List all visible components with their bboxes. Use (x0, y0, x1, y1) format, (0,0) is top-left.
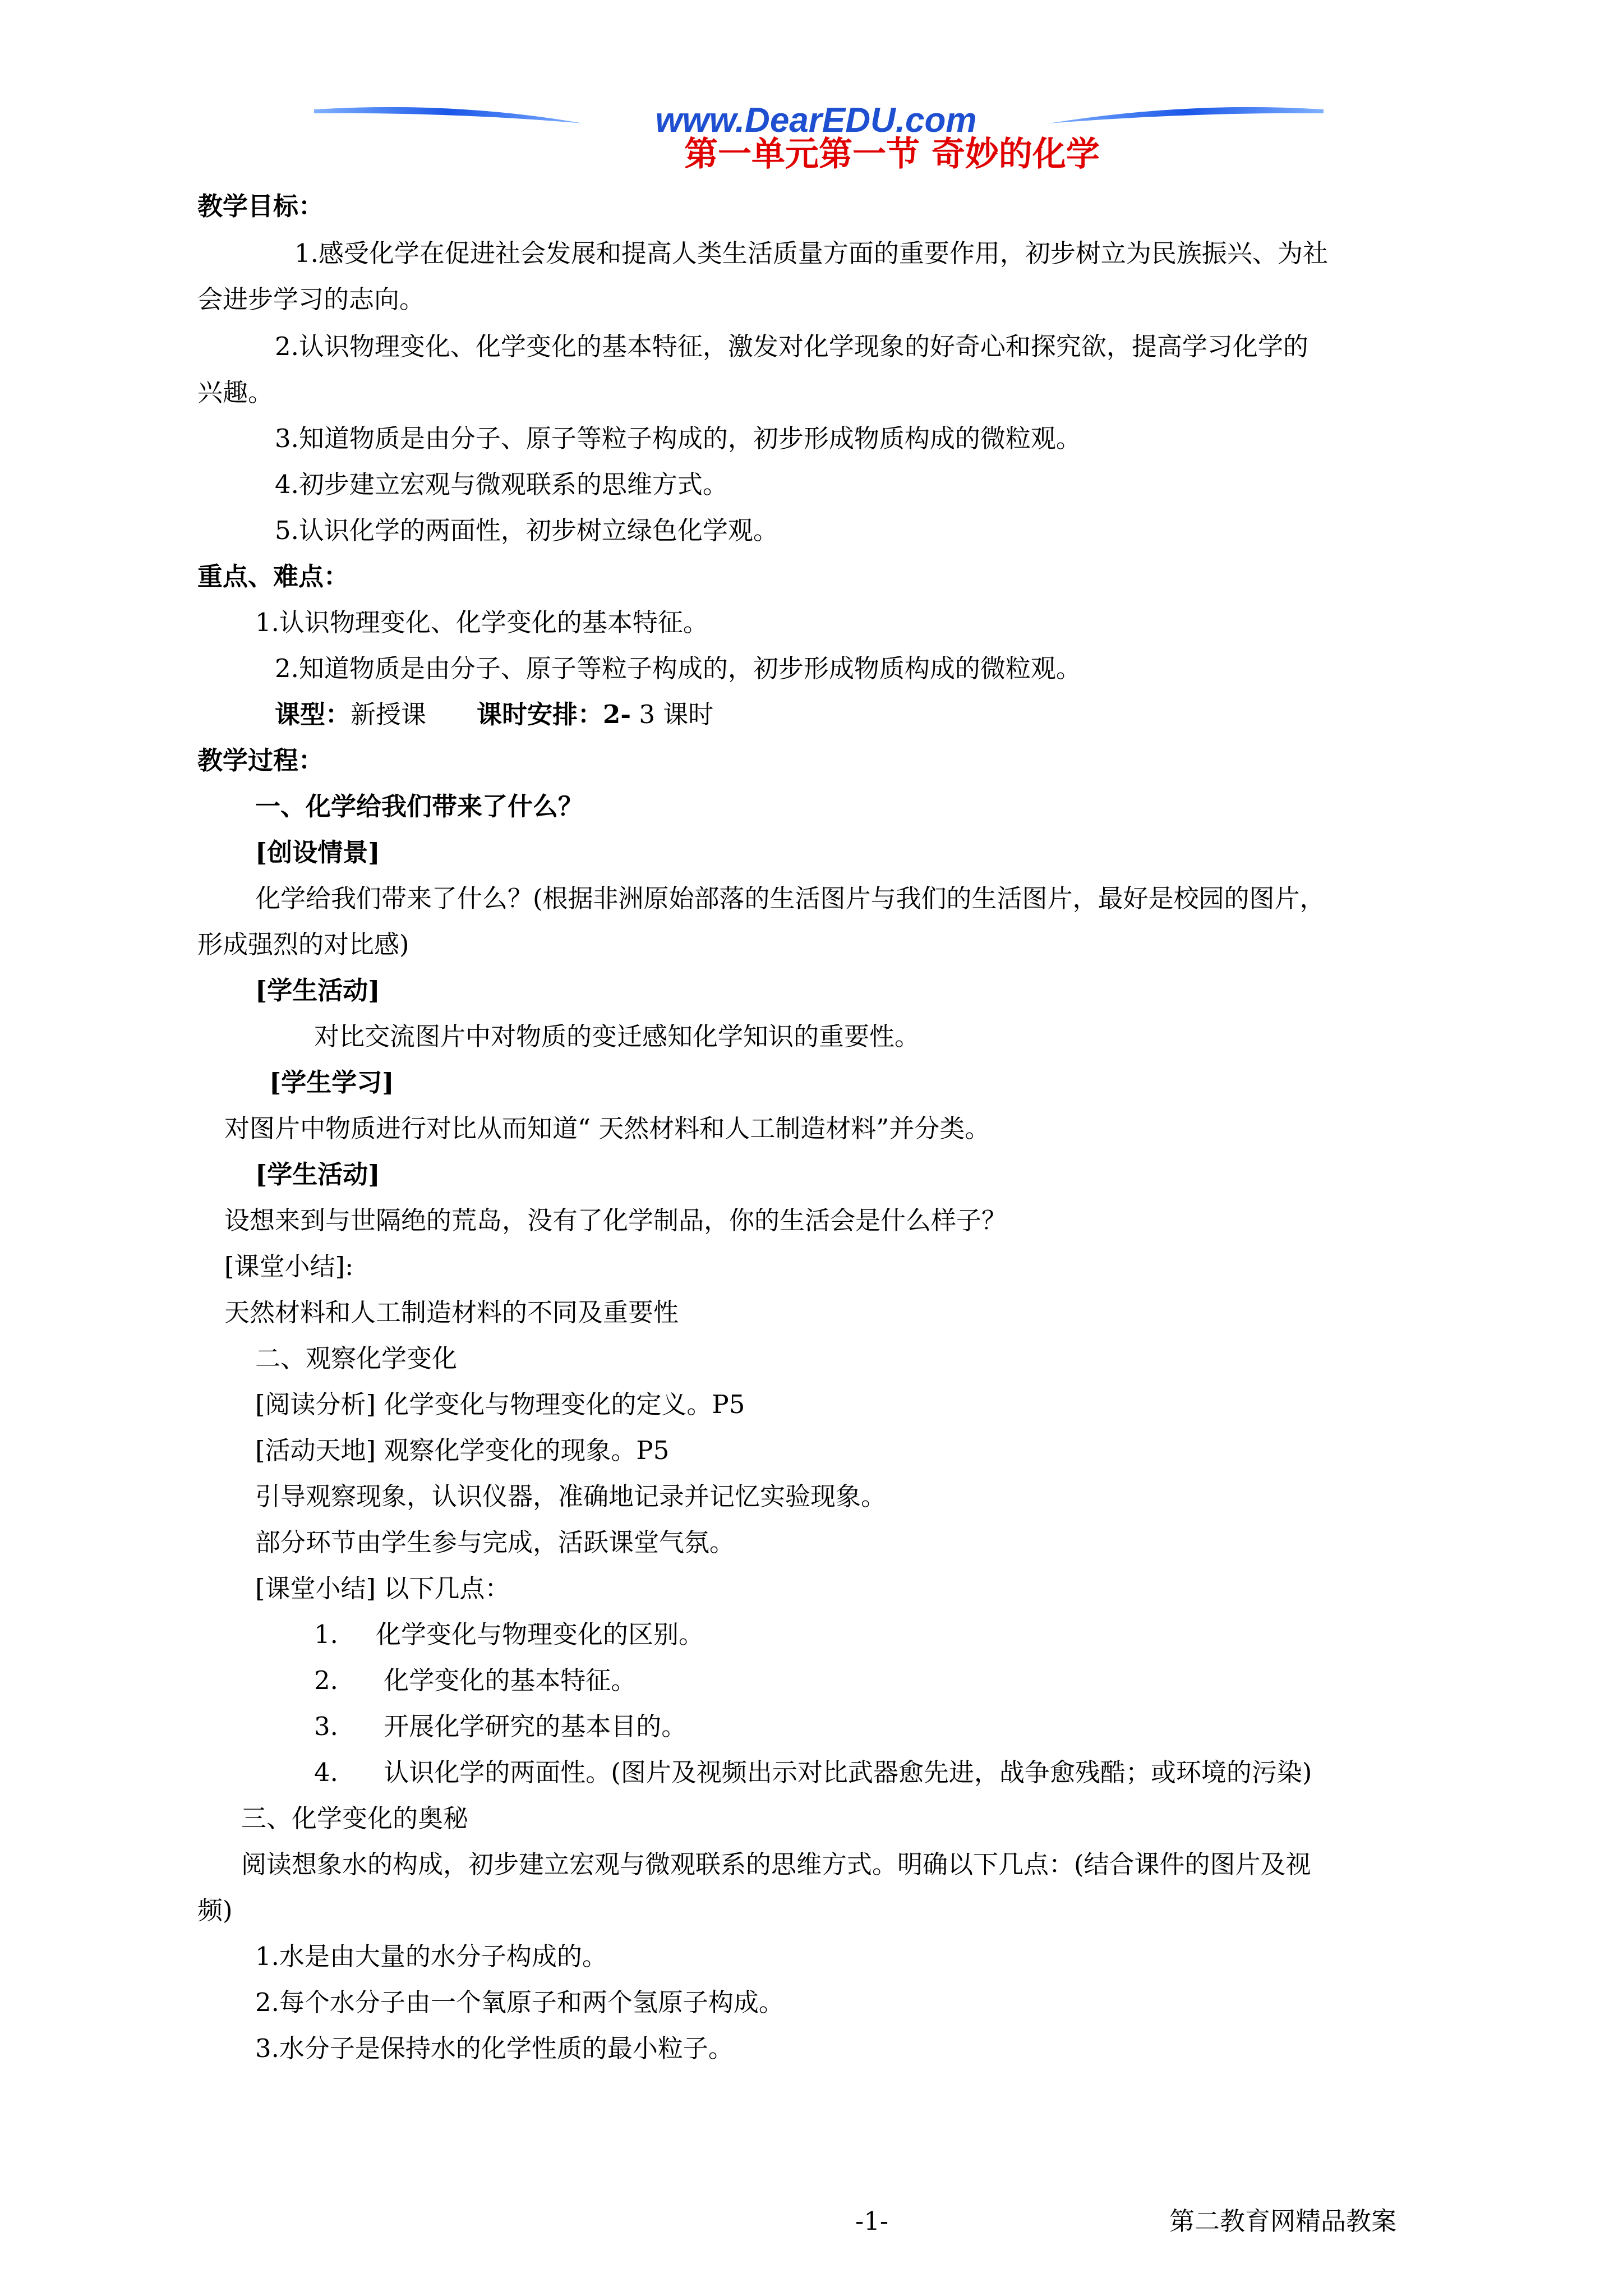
logo-swoosh-right (1049, 107, 1324, 123)
section3-intro-line1: 阅读想象水的构成，初步建立宏观与微观联系的思维方式。明确以下几点：(结合课件的图片及视 (241, 1849, 1311, 1879)
key-point-1: 1.认识物理变化、化学变化的基本特征。 (255, 608, 708, 637)
section1-title: 一、化学给我们带来了什么？ (255, 792, 584, 821)
objective-4: 4.初步建立宏观与微观联系的思维方式。 (275, 470, 728, 499)
activity1-tag: [学生活动] (255, 976, 380, 1005)
section3-point3: 3.水分子是保持水的化学性质的最小粒子。 (255, 2033, 734, 2063)
section3-point1: 1.水是由大量的水分子构成的。 (255, 1941, 607, 1971)
section3-point2: 2.每个水分子由一个氧原子和两个氢原子构成。 (255, 1987, 784, 2017)
schedule-value: 3 课时 (631, 700, 714, 729)
section3-intro-line2: 频) (197, 1895, 233, 1925)
key-point-2: 2.知道物质是由分子、原子等粒子构成的，初步形成物质构成的微粒观。 (275, 654, 1081, 683)
section3-title: 三、化学变化的奥秘 (241, 1803, 469, 1833)
scene-tag: [创设情景] (255, 838, 380, 867)
objective-5: 5.认识化学的两面性，初步树立绿色化学观。 (275, 516, 778, 545)
objective-3: 3.知道物质是由分子、原子等粒子构成的，初步形成物质构成的微粒观。 (275, 424, 1081, 453)
activity2-text: 设想来到与世隔绝的荒岛，没有了化学制品，你的生活会是什么样子？ (224, 1205, 1007, 1235)
summary-tag: [课堂小结]: (224, 1251, 354, 1281)
objective-2-line2: 兴趣。 (197, 378, 274, 407)
objective-2-line1: 2.认识物理变化、化学变化的基本特征，激发对化学现象的好奇心和探究欲，提高学习化学的 (275, 332, 1308, 361)
list-item (314, 1710, 686, 1743)
list-item (314, 1664, 636, 1697)
footer-source: 第二教育网精品教案 (1169, 2206, 1397, 2236)
activity2-tag: [学生活动] (255, 1159, 380, 1189)
process-heading: 教学过程： (197, 746, 324, 775)
activity-field: [活动天地] 观察化学变化的现象。P5 (255, 1435, 670, 1465)
list-item (314, 1618, 704, 1651)
scene-line2: 形成强烈的对比感) (197, 930, 409, 959)
page-number: -1- (855, 2206, 889, 2236)
list-item-number: 1. (314, 1619, 338, 1649)
schedule-label: 课时安排：2- (477, 700, 631, 729)
reading-analysis: [阅读分析] 化学变化与物理变化的定义。P5 (255, 1389, 745, 1419)
participation-text: 部分环节由学生参与完成，活跃课堂气氛。 (255, 1527, 735, 1557)
study-tag: [学生学习] (269, 1068, 394, 1097)
list-item-text: 化学变化的基本特征。 (376, 1665, 637, 1695)
summary-text: 天然材料和人工制造材料的不同及重要性 (224, 1297, 679, 1327)
lesson-type-label: 课型： (275, 700, 351, 729)
objectives-heading: 教学目标： (197, 191, 324, 221)
lesson-type-row (275, 698, 713, 731)
objective-1-line2: 会进步学习的志向。 (197, 284, 425, 314)
activity1-text: 对比交流图片中对物质的变迁感知化学知识的重要性。 (314, 1022, 920, 1051)
document-title: 第一单元第一节 奇妙的化学 (684, 135, 1100, 174)
scene-line1: 化学给我们带来了什么？(根据非洲原始部落的生活图片与我们的生活图片，最好是校园的图片， (255, 884, 1325, 913)
guide-text: 引导观察现象，认识仪器，准确地记录并记忆实验现象。 (255, 1481, 887, 1511)
list-item-number: 4. (314, 1757, 338, 1787)
key-points-heading: 重点、难点： (197, 562, 349, 591)
objective-1-line1: 1.感受化学在促进社会发展和提高人类生活质量方面的重要作用，初步树立为民族振兴、为社 (294, 238, 1328, 268)
list-item-number: 3. (314, 1711, 338, 1741)
list-item-text: 认识化学的两面性。(图片及视频出示对比武器愈先进，战争愈残酷；或环境的污染) (376, 1757, 1312, 1787)
list-item (314, 1756, 1312, 1789)
list-item-text: 开展化学研究的基本目的。 (376, 1711, 687, 1741)
list-item-number: 2. (314, 1665, 338, 1695)
study-text: 对图片中物质进行对比从而知道“ 天然材料和人工制造材料”并分类。 (224, 1114, 990, 1143)
section2-summary: [课堂小结] 以下几点： (255, 1573, 510, 1603)
list-item-text: 化学变化与物理变化的区别。 (376, 1619, 704, 1649)
site-url: www.DearEDU.com (655, 101, 977, 140)
lesson-type-value: 新授课 (351, 700, 427, 729)
logo-swoosh-left (314, 107, 583, 123)
section2-title: 二、观察化学变化 (255, 1343, 458, 1373)
